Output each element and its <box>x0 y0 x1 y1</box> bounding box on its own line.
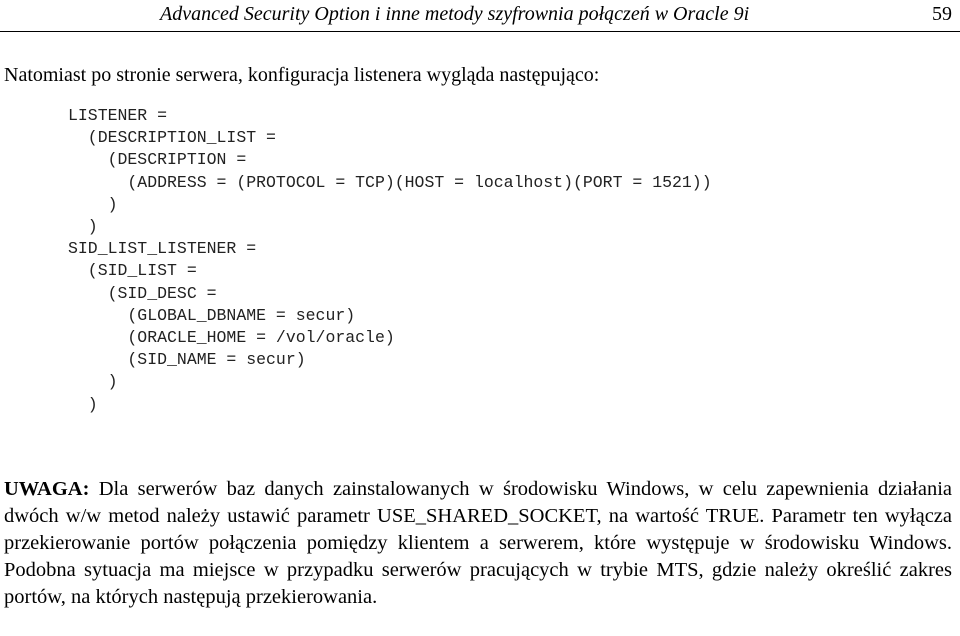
page-header <box>0 0 960 30</box>
note-paragraph <box>4 476 952 611</box>
intro-paragraph: Natomiast po stronie serwera, konfiguracja listenera wygląda następująco: <box>4 64 600 86</box>
note-text: Dla serwerów baz danych zainstalowanych w środowisku Windows, w celu zapewnienia działania dwóch w/w metod należy ustawić parametr USE_SHARED_SOCKET, na wartość TRUE. Parametr ten wyłącza przekierowanie portów połączenia pomiędzy klientem a serwerem, które występuje w środowisku Windows. Podobna sytuacja ma miejsce w przypadku serwerów pracujących w trybie MTS, gdzie należy określić zakres portów, na których następują przekierowania. <box>4 478 952 608</box>
running-title: Advanced Security Option i inne metody szyfrownia połączeń w Oracle 9i <box>160 3 750 25</box>
header-rule <box>0 31 960 32</box>
page-number: 59 <box>932 3 952 25</box>
listener-config-code: LISTENER = (DESCRIPTION_LIST = (DESCRIPTION = (ADDRESS = (PROTOCOL = TCP)(HOST = localhost)(PORT = 1521)) ) ) SID_LIST_LISTENER = (SID_LIST = (SID_DESC = (GLOBAL_DBNAME = secur) (ORACLE_HOME = /vol/oracle) (SID_NAME = secur) ) ) <box>68 106 712 414</box>
note-label: UWAGA: <box>4 478 90 500</box>
